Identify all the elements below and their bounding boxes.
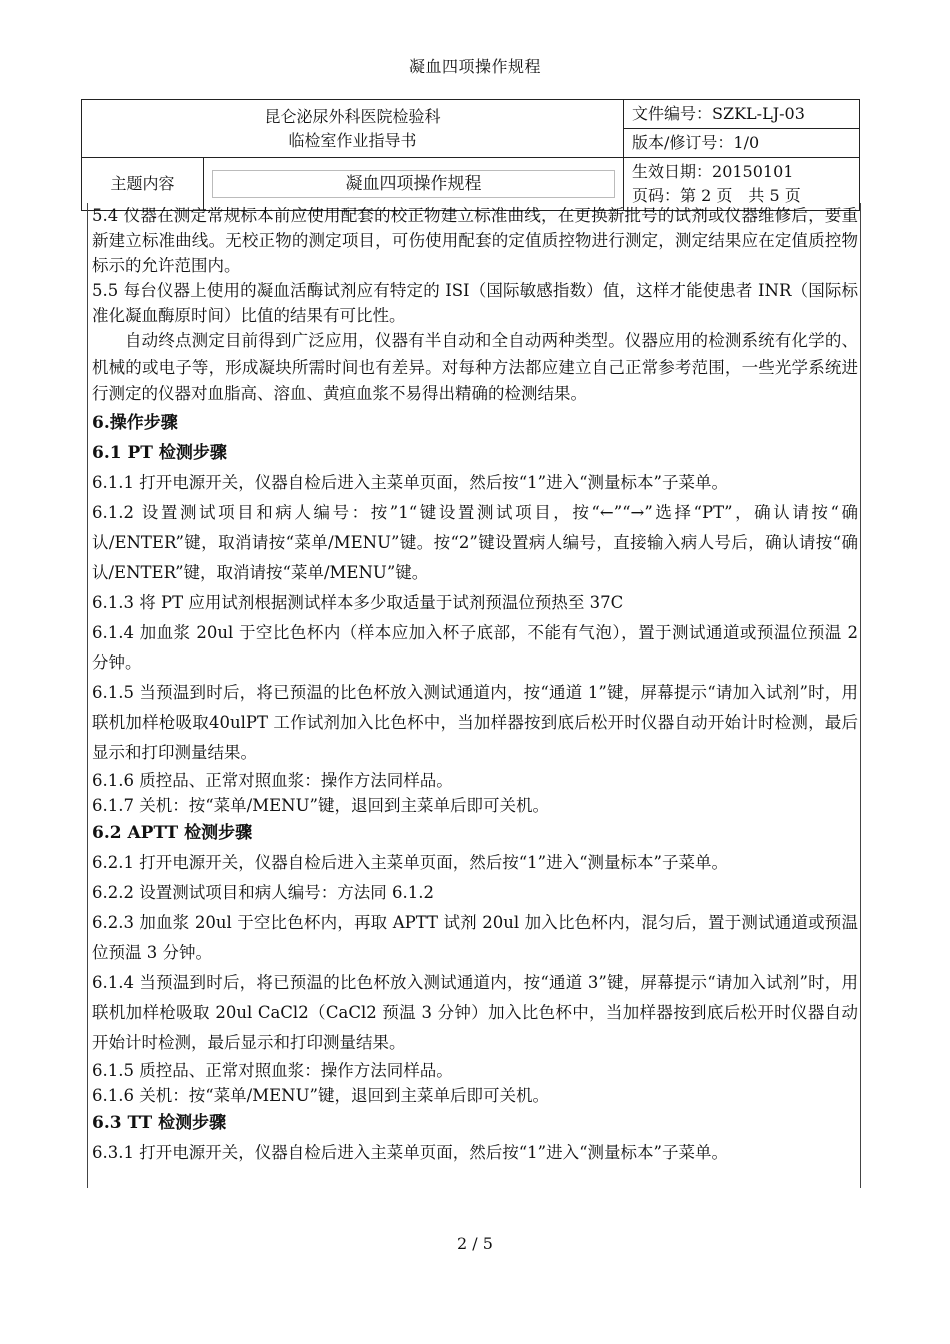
- paragraph-auto-endpoint: 自动终点测定目前得到广泛应用，仪器有半自动和全自动两种类型。仪器应用的检测系统有化学的、机械的或电子等，形成凝块所需时间也有差异。对每种方法都应建立自己正常参考范围，一些光学系统进行测定的仪器对血脂高、溶血、黄疸血浆不易得出精确的检测结果。: [92, 331, 858, 403]
- organization-cell: [82, 100, 624, 158]
- step-6-1-7: 6.1.7 关机：按“菜单/MENU”键，退回到主菜单后即可关机。: [92, 795, 549, 815]
- section-heading-6-3: 6.3 TT 检测步骤: [92, 1112, 227, 1133]
- step-6-1-1: 6.1.1 打开电源开关，仪器自检后进入主菜单页面，然后按“1”进入“测量标本”子菜单。: [92, 472, 728, 492]
- organization-name: 昆仑泌尿外科医院检验科: [264, 106, 441, 126]
- section-heading-6-1: 6.1 PT 检测步骤: [92, 442, 227, 463]
- document-type: 临检室作业指导书: [288, 130, 417, 150]
- step-6-1-4: 6.1.4 加血浆 20ul 于空比色杯内（样本应加入杯子底部，不能有气泡），置于测试通道或预温位预温 2 分钟。: [92, 622, 858, 672]
- document-header-table: [81, 99, 860, 211]
- page-info: 页码：第 2 页 共 5 页: [632, 186, 801, 205]
- subject-value: 凝血四项操作规程: [212, 170, 615, 198]
- section-heading-6-2: 6.2 APTT 检测步骤: [92, 822, 253, 843]
- section-heading-6: 6.操作步骤: [92, 412, 178, 433]
- step-6-2-1: 6.2.1 打开电源开关，仪器自检后进入主菜单页面，然后按“1”进入“测量标本”子菜单。: [92, 852, 728, 872]
- page-number: 2 / 5: [457, 1234, 493, 1253]
- effective-date: 生效日期：20150101: [632, 162, 794, 181]
- step-6-2-3: 6.2.3 加血浆 20ul 于空比色杯内，再取 APTT 试剂 20ul 加入比色杯内，混匀后，置于测试通道或预温位预温 3 分钟。: [92, 912, 858, 962]
- paragraph-5-4: 5.4 仪器在测定常规标本前应使用配套的校正物建立标准曲线，在更换新批号的试剂或仪器维修后，要重新建立标准曲线。无校正物的测定项目，可伤使用配套的定值质控物进行测定，测定结果应在定值质控物标示的允许范围内。: [92, 206, 858, 275]
- step-6-2-4: 6.1.4 当预温到时后，将已预温的比色杯放入测试通道内，按“通道 3”键，屏幕提示“请加入试剂”时，用联机加样枪吸取 20ul CaCl2（CaCl2 预温 3 分钟）加入比色杯中，当加样器按到底后松开时仪器自动开始计时检测，最后显示和打印测量结果。: [92, 972, 858, 1052]
- step-6-1-6: 6.1.6 质控品、正常对照血浆：操作方法同样品。: [92, 770, 453, 790]
- step-6-3-1: 6.3.1 打开电源开关，仪器自检后进入主菜单页面，然后按“1”进入“测量标本”子菜单。: [92, 1142, 728, 1162]
- version-cell: 版本/修订号：1/0: [624, 129, 860, 158]
- step-6-1-3: 6.1.3 将 PT 应用试剂根据测试样本多少取适量于试剂预温位预热至 37C: [92, 592, 624, 612]
- doc-number-cell: 文件编号：SZKL-LJ-03: [624, 100, 860, 129]
- subject-label-cell: 主题内容: [82, 158, 204, 211]
- step-6-2-6: 6.1.6 关机：按“菜单/MENU”键，退回到主菜单后即可关机。: [92, 1085, 549, 1105]
- paragraph-5-5: 5.5 每台仪器上使用的凝血活酶试剂应有特定的 ISI（国际敏感指数）值，这样才能使患者 INR（国际标准化凝血酶原时间）比值的结果有可比性。: [92, 281, 858, 325]
- step-6-1-5: 6.1.5 当预温到时后，将已预温的比色杯放入测试通道内，按“通道 1”键，屏幕提示“请加入试剂”时，用联机加样枪吸取40ulPT 工作试剂加入比色杯中，当加样器按到底后松开时仪器自动开始计时检测，最后显示和打印测量结果。: [92, 682, 858, 762]
- document-body-frame: [87, 203, 861, 1188]
- step-6-2-5: 6.1.5 质控品、正常对照血浆：操作方法同样品。: [92, 1060, 453, 1080]
- running-title: 凝血四项操作规程: [408, 57, 541, 76]
- step-6-2-2: 6.2.2 设置测试项目和病人编号：方法同 6.1.2: [92, 882, 434, 902]
- document-body: [88, 203, 860, 1168]
- step-6-1-2: 6.1.2 设置测试项目和病人编号：按”1“键设置测试项目，按“←”“→”选择“PT”，确认请按“确认/ENTER”键，取消请按“菜单/MENU”键。按“2”键设置病人编号，直接输入病人号后，确认请按“确认/ENTER”键，取消请按“菜单/MENU”键。: [92, 502, 858, 582]
